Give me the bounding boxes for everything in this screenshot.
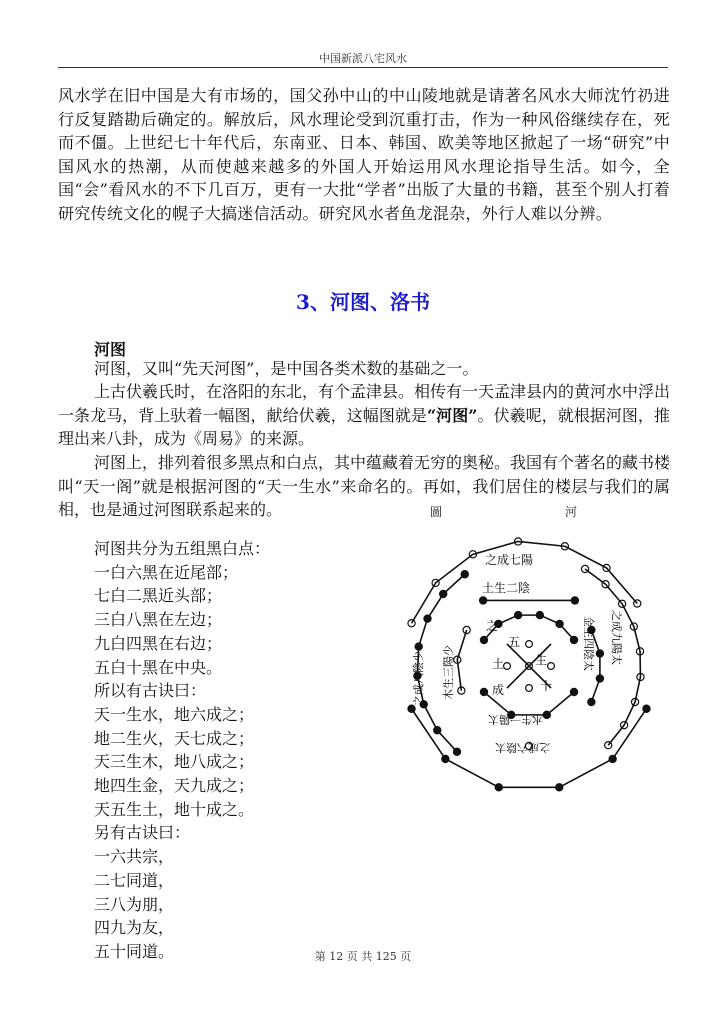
list-item: 另有古诀曰： (94, 823, 191, 843)
figure-title-left: 圖 (430, 505, 443, 519)
paragraph-2 (58, 380, 670, 451)
list-item: 所以有古诀曰： (94, 681, 207, 701)
list-item: 天三生木，地八成之； (94, 752, 255, 772)
list-item: 九白四黑在右边； (94, 633, 223, 653)
label-left-inner: 木生三陽少 (442, 645, 455, 700)
label-center-b: 成 (492, 683, 505, 697)
label-right-outer: 之成九陽太 (610, 610, 623, 665)
hetu-list (94, 537, 270, 964)
label-center-bottom: 十 (540, 679, 553, 693)
paragraph-2-bold: “河图” (426, 405, 478, 425)
list-item: 二七同道， (94, 870, 175, 890)
intro-paragraph: 风水学在旧中国是大有市场的，国父孙中山的中山陵地就是请著名风水大师沈竹礽进行反复踏勘后确定的。解放后，风水理论受到沉重打击，作为一种风俗继续存在，死而不僵。上世纪七十年代后，东南亚、日本、韩国、欧美等地区掀起了一场“研究”中国风水的热潮，从而使越来越多的外国人开始运用风水理论指导生活。如今，全国“会”看风水的不下几百万，更有一大批“学者”出版了大量的书籍，甚至个别人打着研究传统文化的幌子大搞迷信活动。研究风水者鱼龙混杂，外行人难以分辨。 (58, 86, 670, 223)
white-dot (548, 663, 555, 670)
list-item: 天五生土，地十成之。 (94, 799, 255, 819)
list-item: 一六共宗， (94, 847, 175, 867)
section-title: 3、河图、洛书 (296, 290, 430, 314)
header-divider (58, 67, 668, 68)
white-dot (526, 685, 533, 692)
subheading: 河图 (94, 340, 127, 359)
paragraph-3: 河图上，排列着很多黑点和白点，其中蕴藏着无穷的奥秘。我国有个著名的藏书楼叫“天一阁”就是根据河图的“天一生水”来命名的。再如，我们居住的楼层与我们的属相，也是通过河图联系起来的。 (58, 453, 671, 519)
white-dot (504, 663, 511, 670)
list-item: 地二生火，天七成之； (94, 728, 255, 748)
label-center-a: 之 (486, 619, 499, 633)
list-item: 五十同道。 (94, 941, 175, 961)
list-item: 天一生水，地六成之； (94, 704, 255, 724)
label-top-inner: 土生二陰 (482, 581, 531, 595)
list-item: 七白二黑近头部； (94, 586, 223, 606)
label-center-top: 五 (508, 635, 521, 649)
page-footer: 第 12 页 共 125 页 (314, 950, 412, 963)
white-dot (526, 641, 533, 648)
list-item: 一白六黑在近尾部； (94, 562, 239, 582)
label-left-outer: 之成八陰少 (412, 651, 425, 706)
list-item: 四九为友， (94, 918, 175, 938)
page-header: 中国新派八宅风水 (319, 52, 407, 65)
label-center-right: 生 (535, 653, 548, 667)
list-item: 河图共分为五组黑白点： (94, 539, 271, 558)
list-item: 地四生金，天九成之； (94, 776, 255, 796)
label-right-inner: 金生四陰太 (582, 616, 595, 671)
paragraph-1: 河图，又叫“先天河图”，是中国各类术数的基础之一。 (94, 359, 479, 378)
label-bottom-outer: 之成六陰太 (495, 741, 550, 754)
label-center-left: 土 (492, 657, 505, 671)
list-item: 三八为朋， (94, 894, 175, 914)
list-item: 三白八黑在左边； (94, 610, 223, 630)
label-bottom-inner: 水生一陽太 (488, 713, 543, 726)
figure-title-right: 河 (565, 505, 578, 519)
paragraph-2-after: 。伏羲呢，就根据河图，推理出来八卦，成为《周易》的来源。 (58, 405, 670, 448)
paragraph-2-before: 上古伏羲氏时，在洛阳的东北，有个孟津县。相传有一天孟津县内的黄河水中浮出一条龙马，背上驮着一幅图，献给伏羲，这幅图就是 (58, 382, 671, 425)
list-item: 五白十黑在中央。 (94, 657, 223, 677)
label-top-outer: 之成七陽 (485, 553, 534, 567)
hetu-diagram (390, 498, 668, 818)
